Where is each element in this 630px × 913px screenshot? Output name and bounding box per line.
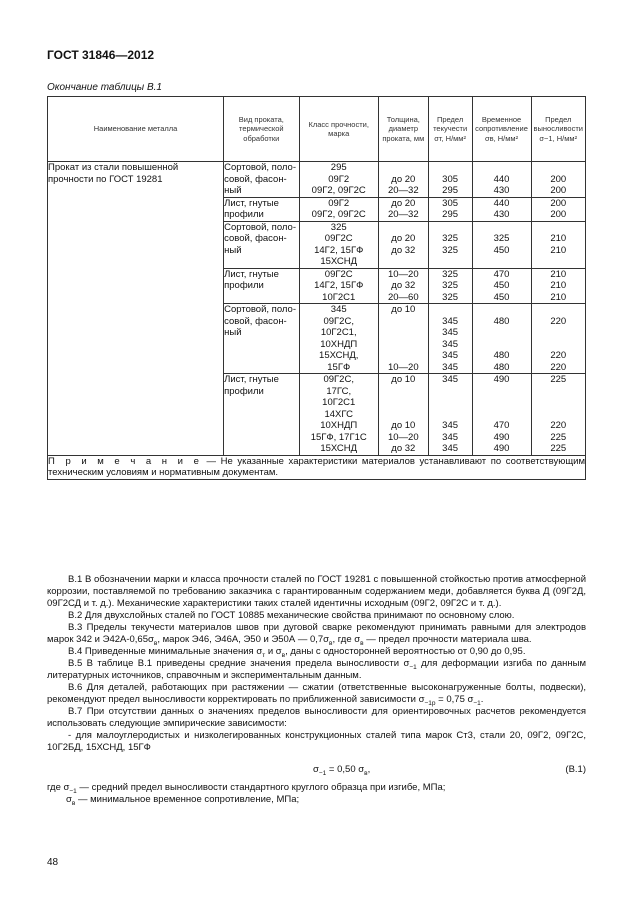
cell-line xyxy=(379,316,428,328)
cell-line: до 32 xyxy=(391,280,416,291)
cell-line: 490 xyxy=(493,443,510,454)
cell-line: 17ГС, xyxy=(326,385,352,397)
cell-line xyxy=(429,256,472,268)
body-text xyxy=(47,574,586,806)
fatigue-cell xyxy=(531,197,585,221)
col-header-metal: Наименование металла xyxy=(48,97,224,162)
grade-cell xyxy=(299,162,378,198)
cell-line: Лист, гнутые xyxy=(224,268,279,280)
cell-line: 200 xyxy=(550,173,567,185)
yield-cell xyxy=(428,221,472,268)
cell-line: 15ГФ, 17Г1С xyxy=(310,431,367,443)
cell-line: 200 xyxy=(550,197,567,209)
cell-line: 09Г2, 09Г2С xyxy=(311,185,366,196)
cell-line: 20—32 xyxy=(387,209,419,220)
grade-cell xyxy=(299,304,378,374)
cell-line: 325 xyxy=(442,280,459,291)
cell-line: 210 xyxy=(550,233,567,244)
col-header-thickness: Толщина, диаметр проката, мм xyxy=(378,97,428,162)
cell-line: 20—60 xyxy=(387,291,419,303)
cell-line: 220 xyxy=(550,361,567,373)
cell-line: до 10 xyxy=(391,304,416,315)
cell-line xyxy=(532,256,585,268)
thickness-cell xyxy=(378,268,428,304)
cell-line: до 10 xyxy=(391,420,416,431)
paragraph-b3: В.3 Пределы текучести материалов швов при дуговой сварке рекомендуют принимать равными для электродов марок 342 и $Э42А-0,65\sigma_в$, марок Э46, Э46А, Э50 и Э50А — $0,7\sigma_в$, где $\sigma_в$ — предел прочности материала шва. xyxy=(47,622,586,647)
cell-line: 480 xyxy=(493,350,510,361)
cell-line: 10—20 xyxy=(387,431,419,443)
cell-line: 490 xyxy=(493,431,510,443)
thickness-cell xyxy=(378,221,428,268)
cell-line: 14Г2, 15ГФ xyxy=(314,280,364,291)
cell-line: 225 xyxy=(550,431,567,443)
type-cell xyxy=(224,221,299,268)
cell-line: совой, фасон- xyxy=(224,233,287,244)
col-header-yield: Предел текучести σт, Н/мм² xyxy=(428,97,472,162)
cell-line xyxy=(473,304,531,316)
tensile-cell xyxy=(472,374,531,456)
cell-line: Сортовой, поло- xyxy=(224,304,296,315)
fatigue-cell xyxy=(531,304,585,374)
cell-line: профили xyxy=(224,209,264,220)
type-cell xyxy=(224,268,299,304)
cell-line xyxy=(532,162,585,174)
cell-line xyxy=(473,339,531,351)
cell-line xyxy=(532,397,585,409)
thickness-cell xyxy=(378,197,428,221)
cell-line: 15ХСНД xyxy=(320,443,358,454)
cell-line: 225 xyxy=(550,443,567,454)
cell-line: ный xyxy=(224,244,242,256)
cell-line xyxy=(379,386,428,398)
paragraph-b6: В.6 Для деталей, работающих при растяжении — сжатии (ответственные высоконагруженные болты, подвески), рекомендуют предел выносливости корректировать по приближенной зависимости $\sigma_{-1р} = 0,75$ $\sigma_{-1}$. xyxy=(47,682,586,707)
cell-line xyxy=(473,256,531,268)
yield-cell xyxy=(428,304,472,374)
cell-line: профили xyxy=(224,385,264,397)
grade-cell xyxy=(299,374,378,456)
cell-line xyxy=(532,386,585,398)
cell-line: 295 xyxy=(442,185,459,196)
note-label: П р и м е ч а н и е xyxy=(48,455,202,467)
cell-line: 325 xyxy=(442,268,459,280)
cell-line: 10Г2С1 xyxy=(322,291,356,303)
type-cell xyxy=(224,374,299,456)
cell-line: 325 xyxy=(493,233,510,244)
paragraph-b7: В.7 При отсутствии данных о значениях пределов выносливости для ориентировочных расчетов рекомендуется использовать следующие эмпирические зависимости: xyxy=(47,706,586,729)
cell-line: до 32 xyxy=(391,244,416,256)
cell-line: 09Г2С, xyxy=(323,315,354,327)
col-header-grade: Класс прочности, марка xyxy=(299,97,378,162)
cell-line xyxy=(379,397,428,409)
cell-line: 345 xyxy=(442,350,459,361)
col-header-tensile: Временное сопротивление σв, Н/мм² xyxy=(472,97,531,162)
cell-line: 10Г2С1, xyxy=(320,327,357,338)
tensile-cell xyxy=(472,304,531,374)
definition-1: где $\sigma_{-1}$ — средний предел выносливости стандартного круглого образца при изгибе, МПа; xyxy=(47,782,446,795)
cell-line: 09Г2, 09Г2С xyxy=(311,209,366,220)
cell-line xyxy=(379,350,428,362)
cell-line: 09Г2С xyxy=(324,233,353,244)
cell-line: 345 xyxy=(442,361,459,373)
document-header: ГОСТ 31846—2012 xyxy=(47,48,155,62)
table-row xyxy=(48,162,586,198)
cell-line: до 32 xyxy=(391,443,416,454)
cell-line: 345 xyxy=(442,338,459,350)
properties-table xyxy=(47,96,586,480)
tensile-cell xyxy=(472,221,531,268)
cell-line xyxy=(429,162,472,174)
cell-line: 15ГФ xyxy=(327,361,351,373)
cell-line xyxy=(532,304,585,316)
col-header-fatigue: Предел выносливости σ−1, Н/мм² xyxy=(531,97,585,162)
cell-line: 305 xyxy=(442,197,459,209)
cell-line: до 20 xyxy=(391,197,416,209)
grade-cell xyxy=(299,268,378,304)
cell-line: 09Г2 xyxy=(328,197,350,209)
thickness-cell xyxy=(378,162,428,198)
cell-line: 295 xyxy=(330,162,347,173)
cell-line: 450 xyxy=(493,244,510,256)
cell-line: 20—32 xyxy=(387,185,419,196)
cell-line: 450 xyxy=(493,291,510,303)
cell-line: 200 xyxy=(550,185,567,196)
cell-line: Лист, гнутые xyxy=(224,197,279,209)
cell-line: до 20 xyxy=(391,173,416,185)
paragraph-b2: В.2 Для двухслойных сталей по ГОСТ 10885 механические свойства принимают по основному слою. xyxy=(68,610,515,621)
cell-line: 345 xyxy=(442,420,459,431)
cell-line xyxy=(473,222,531,234)
table-caption: Окончание таблицы В.1 xyxy=(47,82,162,93)
fatigue-cell xyxy=(531,268,585,304)
cell-line: 470 xyxy=(493,420,510,431)
cell-line: 325 xyxy=(330,221,347,233)
cell-line: до 10 xyxy=(391,374,416,385)
cell-line: 10ХНДП xyxy=(320,338,358,350)
cell-line: совой, фасон- xyxy=(224,173,287,185)
cell-line: до 20 xyxy=(391,233,416,244)
cell-line xyxy=(429,386,472,398)
cell-line xyxy=(473,327,531,339)
thickness-cell xyxy=(378,304,428,374)
cell-line: ный xyxy=(224,185,242,196)
cell-line: 15ХСНД, xyxy=(319,350,359,361)
cell-line: 440 xyxy=(493,197,510,209)
cell-line xyxy=(429,409,472,421)
cell-line: 220 xyxy=(550,420,567,431)
cell-line: 470 xyxy=(493,268,510,280)
cell-line: 345 xyxy=(442,431,459,443)
cell-line: 345 xyxy=(442,315,459,327)
yield-cell xyxy=(428,162,472,198)
fatigue-cell xyxy=(531,162,585,198)
cell-line: 325 xyxy=(442,233,459,244)
cell-line: ный xyxy=(224,327,242,338)
cell-line xyxy=(532,339,585,351)
cell-line xyxy=(379,327,428,339)
cell-line xyxy=(473,386,531,398)
formula-expression: $\sigma_{-1} = 0,50$ $\sigma_в$, xyxy=(313,764,371,777)
cell-line xyxy=(532,327,585,339)
grade-cell xyxy=(299,197,378,221)
cell-line: 220 xyxy=(550,315,567,327)
cell-line: 200 xyxy=(550,209,567,220)
metal-name-cell: Прокат из стали повышенной прочности по ГОСТ 19281 xyxy=(48,162,224,456)
paragraph-b1: В.1 В обозначении марки и класса прочности сталей по ГОСТ 19281 с повышенной стойкостью против атмосферной коррозии, поставляемой по требованию заказчика с гарантированным содержанием меди, добавляется буква Д (09Г2Д, 09Г2СД и т. д.). Механические характеристики таких сталей идентичны исходным (09Г2, 09Г2С и т. д.). xyxy=(47,574,586,609)
paragraph-b4: В.4 Приведенные минимальные значения $\sigma_т$ и $\sigma_в$, даны с односторонней вероятностью от 0,90 до 0,95. xyxy=(68,646,526,659)
yield-cell xyxy=(428,268,472,304)
cell-line xyxy=(379,162,428,174)
page-number: 48 xyxy=(47,857,59,868)
cell-line: Сортовой, поло- xyxy=(224,221,296,233)
cell-line: совой, фасон- xyxy=(224,315,287,327)
cell-line: Сортовой, поло- xyxy=(224,162,296,173)
cell-line: 305 xyxy=(442,173,459,185)
cell-line: 14Г2, 15ГФ xyxy=(314,244,364,256)
table-note xyxy=(48,455,586,479)
definition-2: $\sigma_в$ — минимальное временное сопротивление, МПа; xyxy=(66,794,300,807)
paragraph-b5: В.5 В таблице В.1 приведены средние значения предела выносливости $\sigma_{-1}$ для деформации изгиба по данным литературных источников, справочным и экспериментальным данным. xyxy=(47,658,586,681)
note-text: — Не указанные характеристики материалов устанавливают по соответствующим техническим условиям и нормативным документам. xyxy=(48,455,585,478)
cell-line xyxy=(379,339,428,351)
cell-line: 14ХГС xyxy=(324,408,353,420)
cell-line xyxy=(429,222,472,234)
cell-line xyxy=(379,409,428,421)
cell-line: 210 xyxy=(550,280,567,291)
grade-cell xyxy=(299,221,378,268)
cell-line: 490 xyxy=(493,374,510,385)
cell-line: 09Г2С xyxy=(324,268,353,280)
cell-line: 220 xyxy=(550,350,567,361)
table-header-row xyxy=(48,97,586,162)
cell-line: 480 xyxy=(493,361,510,373)
paragraph-b7-list: - для малоуглеродистых и низколегированных конструкционных сталей типа марок Ст3, стали 20, 09Г2, 09Г2С, 10Г2БД, 15ХСНД, 15ГФ xyxy=(47,730,586,753)
cell-line xyxy=(429,397,472,409)
cell-line: 345 xyxy=(442,443,459,454)
cell-line: 09Г2 xyxy=(328,173,350,185)
cell-line: 10—20 xyxy=(387,361,419,373)
cell-line xyxy=(379,222,428,234)
cell-line: 345 xyxy=(442,327,459,338)
cell-line: 430 xyxy=(493,209,510,220)
cell-line: 10ХНДП xyxy=(320,420,358,431)
cell-line: 345 xyxy=(442,374,459,385)
cell-line: 10Г2С1 xyxy=(322,397,356,408)
type-cell xyxy=(224,162,299,198)
formula-b1 xyxy=(47,758,586,782)
thickness-cell xyxy=(378,374,428,456)
cell-line xyxy=(473,162,531,174)
tensile-cell xyxy=(472,162,531,198)
cell-line: 325 xyxy=(442,291,459,303)
cell-line xyxy=(532,409,585,421)
cell-line: 345 xyxy=(330,304,347,315)
cell-line xyxy=(473,397,531,409)
cell-line: 15ХСНД xyxy=(320,256,358,267)
cell-line xyxy=(473,409,531,421)
cell-line: 210 xyxy=(550,268,567,280)
cell-line: 325 xyxy=(442,244,459,256)
cell-line: 10—20 xyxy=(387,268,419,280)
col-header-type: Вид проката, термической обработки xyxy=(224,97,299,162)
table-note-row xyxy=(48,455,586,479)
cell-line: 440 xyxy=(493,173,510,185)
yield-cell xyxy=(428,374,472,456)
cell-line xyxy=(379,256,428,268)
type-cell xyxy=(224,304,299,374)
cell-line: 225 xyxy=(550,374,567,385)
cell-line: Лист, гнутые xyxy=(224,374,279,385)
fatigue-cell xyxy=(531,374,585,456)
cell-line: 09Г2С, xyxy=(323,374,354,385)
fatigue-cell xyxy=(531,221,585,268)
cell-line: профили xyxy=(224,280,264,291)
yield-cell xyxy=(428,197,472,221)
cell-line: 295 xyxy=(442,209,459,220)
cell-line: 480 xyxy=(493,315,510,327)
formula-number: (В.1) xyxy=(565,764,586,775)
type-cell xyxy=(224,197,299,221)
cell-line: 430 xyxy=(493,185,510,196)
table-body xyxy=(48,162,586,456)
cell-line: 210 xyxy=(550,291,567,303)
cell-line xyxy=(532,222,585,234)
cell-line xyxy=(429,304,472,316)
tensile-cell xyxy=(472,268,531,304)
tensile-cell xyxy=(472,197,531,221)
cell-line: 450 xyxy=(493,280,510,291)
cell-line: 210 xyxy=(550,244,567,256)
